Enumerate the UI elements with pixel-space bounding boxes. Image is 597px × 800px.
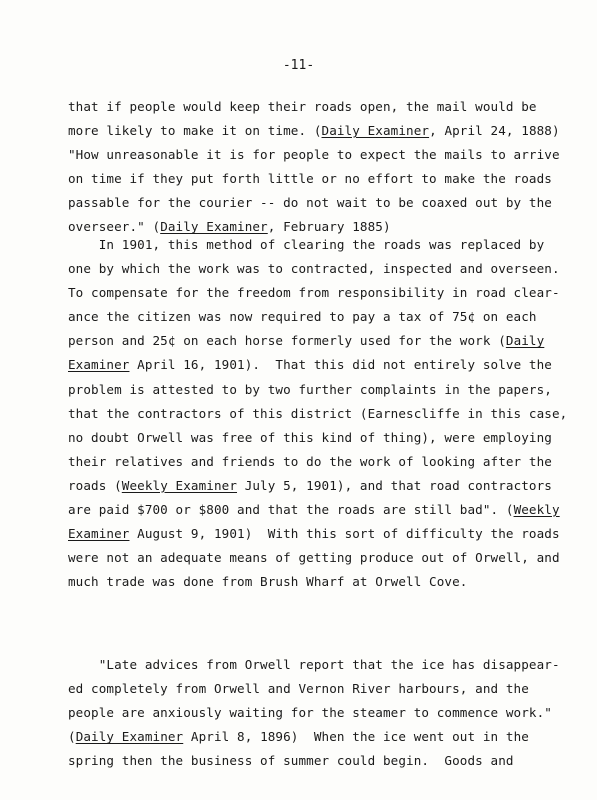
text-segment: their relatives and friends to do the work of looking after the <box>68 453 552 469</box>
text-line <box>68 305 588 329</box>
text-segment: on time if they put forth little or no effort to make the roads <box>68 171 552 187</box>
text-line <box>68 677 588 701</box>
text-line <box>68 522 588 546</box>
text-segment: that if people would keep their roads open, the mail would be <box>68 99 537 114</box>
text-line <box>68 281 588 305</box>
text-segment: April 8, 1896) When the ice went out in the <box>183 729 529 745</box>
text-segment: "How unreasonable it is for people to expect the mails to arrive <box>68 147 560 163</box>
text-segment: more likely to make it on time. ( <box>68 123 322 139</box>
citation-title: Weekly Examiner <box>121 477 238 493</box>
text-line <box>68 378 588 402</box>
text-line <box>68 701 588 725</box>
citation-title: Examiner <box>68 357 130 373</box>
text-segment: passable for the courier -- do not wait to be coaxed out by the <box>68 195 552 211</box>
text-line <box>68 119 588 143</box>
text-line <box>68 725 588 749</box>
text-segment: were not an adequate means of getting produce out of Orwell, and <box>68 550 560 566</box>
text-segment: , April 24, 1888) <box>429 123 560 139</box>
text-line <box>68 426 588 450</box>
text-line <box>68 353 588 377</box>
citation-title: Daily Examiner <box>75 729 184 745</box>
paragraph-road-contracts-1901 <box>68 233 588 594</box>
text-line <box>68 95 588 119</box>
text-line <box>68 329 588 353</box>
text-segment: , February 1885) <box>267 219 391 235</box>
text-segment: no doubt Orwell was free of this kind of thing), were employing <box>68 429 552 445</box>
text-line <box>68 191 588 215</box>
citation-title: Examiner <box>68 526 130 542</box>
text-segment: In 1901, this method of clearing the roads was replaced by <box>68 237 545 252</box>
text-segment: roads ( <box>68 477 122 493</box>
text-segment: much trade was done from Brush Wharf at Orwell Cove. <box>68 574 468 590</box>
text-segment: that the contractors of this district (Earnescliffe in this case, <box>68 405 568 421</box>
text-line <box>68 143 588 167</box>
text-segment: spring then the business of summer could begin. Goods and <box>68 753 514 769</box>
text-segment: August 9, 1901) With this sort of difficulty the roads <box>129 526 560 542</box>
paragraph-ice-harbours <box>68 653 588 773</box>
text-line <box>68 167 588 191</box>
citation-title: Daily Examiner <box>321 123 430 139</box>
text-line <box>68 749 588 773</box>
paragraph-mail-roads <box>68 95 588 240</box>
text-line <box>68 402 588 426</box>
text-line <box>68 546 588 570</box>
citation-title: Weekly <box>513 502 560 518</box>
text-segment: ed completely from Orwell and Vernon River harbours, and the <box>68 681 529 697</box>
text-line <box>68 450 588 474</box>
text-segment: are paid $700 or $800 and that the roads are still bad". ( <box>68 502 514 518</box>
text-line <box>68 474 588 498</box>
text-segment: overseer." ( <box>68 219 161 235</box>
text-line <box>68 570 588 594</box>
text-line <box>68 498 588 522</box>
text-line <box>68 257 588 281</box>
text-segment: To compensate for the freedom from responsibility in road clear- <box>68 285 560 301</box>
text-segment: people are anxiously waiting for the steamer to commence work." <box>68 705 552 721</box>
text-line <box>68 233 588 257</box>
text-segment: ance the citizen was now required to pay a tax of 75¢ on each <box>68 309 537 325</box>
text-segment: "Late advices from Orwell report that the ice has disappear- <box>68 657 560 672</box>
text-segment: July 5, 1901), and that road contractors <box>237 477 552 493</box>
text-segment: April 16, 1901). That this did not entirely solve the <box>129 357 552 373</box>
page-number: -11- <box>282 58 315 73</box>
text-segment: one by which the work was to contracted, inspected and overseen. <box>68 261 560 277</box>
text-segment: person and 25¢ on each horse formerly used for the work ( <box>68 333 506 349</box>
citation-title: Daily <box>505 333 545 349</box>
citation-title: Daily Examiner <box>160 219 268 235</box>
text-segment: problem is attested to by two further complaints in the papers, <box>68 381 552 397</box>
text-segment: ( <box>68 729 76 745</box>
text-line <box>68 653 588 677</box>
